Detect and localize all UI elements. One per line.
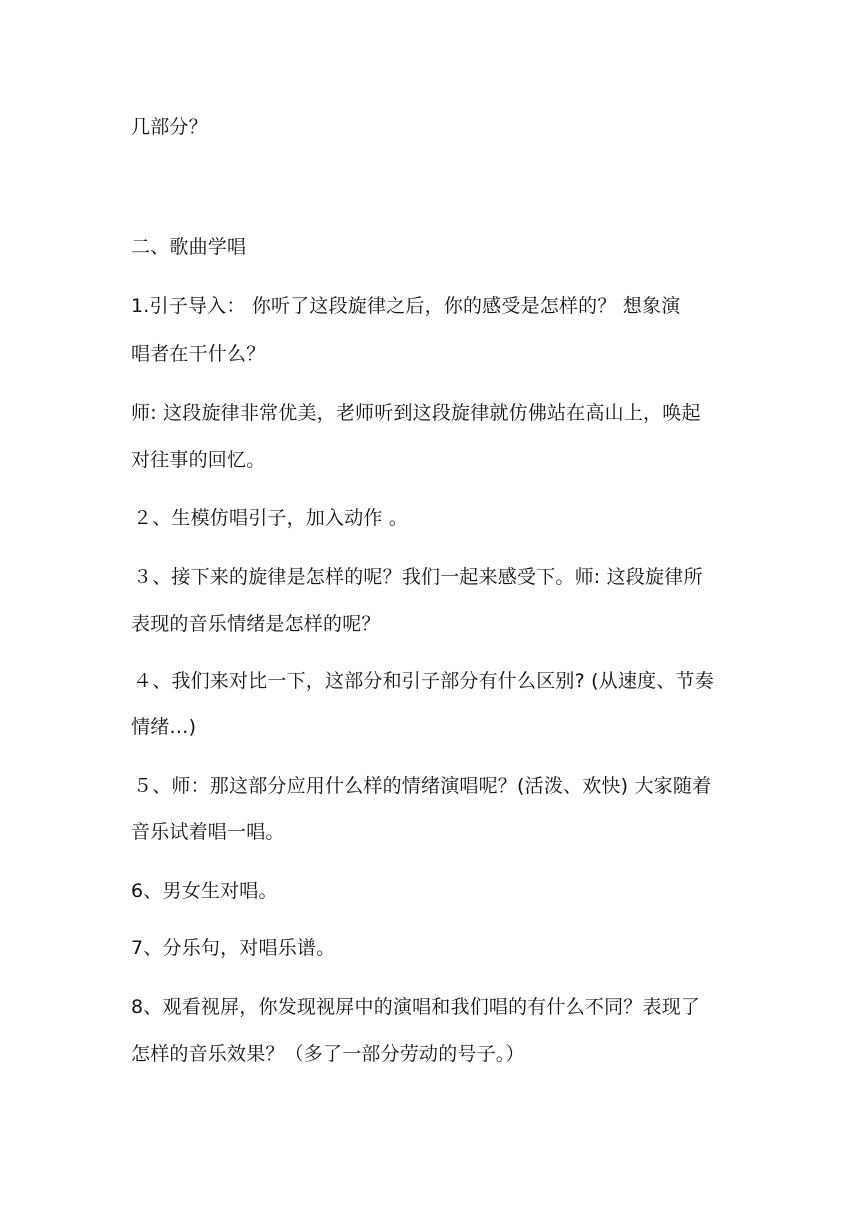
text-line-step-3-cont: 表现的音乐情绪是怎样的呢？	[131, 613, 381, 635]
text-line-step-5-cont: 音乐试着唱一唱。	[131, 821, 285, 843]
text-line-step-7: 7、分乐句，对唱乐谱。	[131, 937, 336, 959]
section-heading-song-learning: 二、歌曲学唱	[131, 236, 247, 258]
text-line-teacher-1-cont: 对往事的回忆。	[131, 449, 266, 471]
text-line-step-2: ２、生模仿唱引子，加入动作 。	[133, 507, 409, 529]
text-line-teacher-1: 师: 这段旋律非常优美，老师听到这段旋律就仿佛站在高山上，唤起	[131, 402, 701, 424]
text-line-step-4-cont: 情绪…)	[131, 716, 197, 738]
text-line-step-5: ５、师：那这部分应用什么样的情绪演唱呢？(活泼、欢快) 大家随着	[133, 775, 712, 797]
text-line-step-4: ４、我们来对比一下，这部分和引子部分有什么区别? (从速度、节奏	[133, 670, 714, 692]
text-line-step-8-cont: 怎样的音乐效果？（多了一部分劳动的号子。）	[131, 1043, 525, 1065]
text-line-step-3: ３、接下来的旋律是怎样的呢？我们一起来感受下。师: 这段旋律所	[133, 566, 703, 588]
text-line-step-1-cont: 唱者在干什么？	[131, 343, 266, 365]
text-line-part-question: 几部分？	[131, 116, 208, 138]
text-line-step-1: 1.引子导入： 你听了这段旋律之后，你的感受是怎样的？ 想象演	[131, 295, 681, 317]
text-line-step-8: 8、观看视屏，你发现视屏中的演唱和我们唱的有什么不同？表现了	[131, 996, 701, 1018]
text-line-step-6: 6、男女生对唱。	[131, 880, 278, 902]
